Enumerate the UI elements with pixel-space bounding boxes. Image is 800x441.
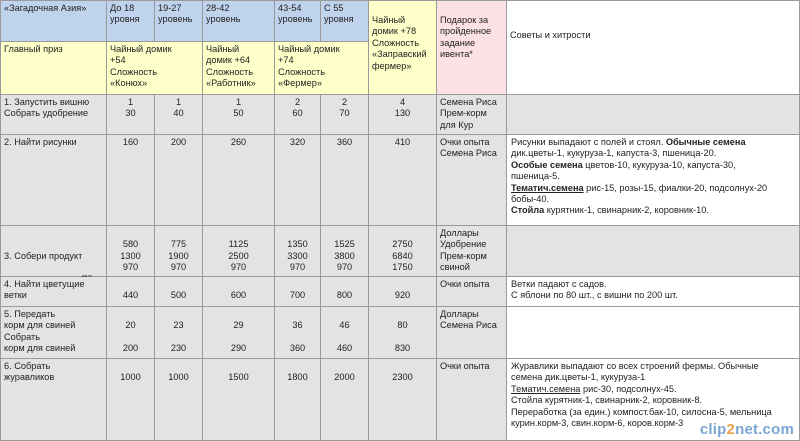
task-6-level-1: 1000 <box>107 359 155 441</box>
tip-text: курятник-1, свинарник-2, коровник-10. <box>544 205 709 216</box>
tip-text: пшеница-5. <box>511 171 560 182</box>
task-3-level-2: 775 1900 970 <box>155 226 203 277</box>
watermark-two: 2 <box>726 421 736 438</box>
tip-text: рис-15, розы-15, фиалки-20, подсолнух-20 <box>583 182 768 193</box>
task-1-level-2: 1 40 <box>155 95 203 135</box>
task-5-level-5: 46 460 <box>321 307 369 359</box>
task-5-tips <box>507 307 800 359</box>
task-1-level-3: 1 50 <box>203 95 275 135</box>
task-1-level-5: 2 70 <box>321 95 369 135</box>
task-2-level-5: 360 <box>321 135 369 226</box>
task-1-level-1: 1 30 <box>107 95 155 135</box>
watermark-pre: clip <box>699 421 727 438</box>
tip-text: Журавлики выпадают со всех строений фермы. Обычные <box>511 361 759 371</box>
main-prize-label: Главный приз <box>0 42 107 95</box>
task-5-level-3: 29 290 <box>203 307 275 359</box>
tip-text: бобы-40. <box>511 194 550 205</box>
tip-text: Переработка (за един.) компост.бак-10, силосна-5, мельница <box>511 406 772 417</box>
task-4-level-2: 500 <box>155 277 203 307</box>
task-3-level-5: 1525 3800 970 <box>321 226 369 277</box>
task-2-level-2: 200 <box>155 135 203 226</box>
tea-house-header: Чайный домик +78 Сложность «Заправский фермер» <box>369 0 437 95</box>
task-5-tea: 80 830 <box>369 307 437 359</box>
tip-text: семена дик.цветы-1, кукуруза-1 <box>511 372 646 383</box>
task-1-gift: Семена Риса Прем-корм для Кур <box>437 95 507 135</box>
task-5-gift: Доллары Семена Риса <box>437 307 507 359</box>
task-4: 4. Найти цветущие ветки <box>0 277 107 307</box>
task-4-level-1: 440 <box>107 277 155 307</box>
task-1-level-4: 2 60 <box>275 95 321 135</box>
level-header-5: С 55 уровня <box>321 0 369 42</box>
task-1-tips <box>507 95 800 135</box>
tip-text: рис-30, подсолнух-45. <box>580 383 677 394</box>
task-5-level-2: 23 230 <box>155 307 203 359</box>
gift-header: Подарок за пройденное задание ивента* <box>437 0 507 95</box>
task-3-level-1: 580 1300 970 <box>107 226 155 277</box>
task-2-gift: Очки опыта Семена Риса <box>437 135 507 226</box>
tip-text: Обычные семена <box>665 137 746 147</box>
tip-text: Рисунки выпадают с полей и стоял. <box>511 137 666 147</box>
tips-header: Советы и хитрости <box>507 0 800 95</box>
task-3-tips <box>507 226 800 277</box>
event-title: «Загадочная Азия» <box>0 0 107 42</box>
task-6-tea: 2300 <box>369 359 437 441</box>
tip-text: Тематич.семена <box>511 182 584 193</box>
task-2-tea: 410 <box>369 135 437 226</box>
tip-text: Стойла курятник-1, свинарник-2, коровник-8. <box>511 395 702 406</box>
task-1-tea: 4 130 <box>369 95 437 135</box>
watermark-logo <box>700 421 794 438</box>
task-3-level-3: 1125 2500 970 <box>203 226 275 277</box>
task-4-level-5: 800 <box>321 277 369 307</box>
level-header-2: 19-27 уровень <box>155 0 203 42</box>
tip-text: Тематич.семена <box>511 383 581 394</box>
task-3-label: 3. Собери продукт <box>4 250 83 261</box>
task-6-level-5: 2000 <box>321 359 369 441</box>
level-header-4: 43-54 уровень <box>275 0 321 42</box>
task-3 <box>0 226 107 277</box>
task-4-tips <box>507 277 800 307</box>
task-6-level-2: 1000 <box>155 359 203 441</box>
task-3-tea: 2750 6840 1750 <box>369 226 437 277</box>
prize-konyukh: Чайный домик +54 Сложность «Конюх» <box>107 42 203 95</box>
task-6-level-4: 1800 <box>275 359 321 441</box>
level-header-1: До 18 уровня <box>107 0 155 42</box>
task-2-tips <box>507 135 800 226</box>
task-4-level-3: 600 <box>203 277 275 307</box>
task-2-level-3: 260 <box>203 135 275 226</box>
task-2: 2. Найти рисунки <box>0 135 107 226</box>
task-3-gift: Доллары Удобрение Прем-корм свиной <box>437 226 507 277</box>
tip-text: Стойла <box>511 205 545 216</box>
task-4-level-4: 700 <box>275 277 321 307</box>
tip-text: цветов-10, кукуруза-10, капуста-30, <box>582 159 736 170</box>
task-5-level-1: 20 200 <box>107 307 155 359</box>
prize-rabotnik: Чайный домик +64 Сложность «Работник» <box>203 42 275 95</box>
task-2-level-4: 320 <box>275 135 321 226</box>
task-6: 6. Собрать журавликов <box>0 359 107 441</box>
task-4-gift: Очки опыта <box>437 277 507 307</box>
level-header-3: 28-42 уровень <box>203 0 275 42</box>
task-3-level-4: 1350 3300 970 <box>275 226 321 277</box>
task-5-level-4: 36 360 <box>275 307 321 359</box>
watermark-post: net.com <box>735 421 794 438</box>
tip-text: дик.цветы-1, кукуруза-1, капуста-3, пшеница-20. <box>511 148 717 159</box>
task-6-gift: Очки опыта <box>437 359 507 441</box>
task-1: 1. Запустить вишню Собрать удобрение <box>0 95 107 135</box>
task-6-level-3: 1500 <box>203 359 275 441</box>
tip-text: С яблони по 80 шт., с вишни по 200 шт. <box>511 290 678 301</box>
tip-text: Особые семена <box>511 159 583 170</box>
task-5: 5. Передать корм для свиней Собрать корм для свиней <box>0 307 107 359</box>
prize-fermer: Чайный домик +74 Сложность «Фермер» <box>275 42 369 95</box>
task-4-tea: 920 <box>369 277 437 307</box>
tip-text: Ветки падают с садов. <box>511 279 607 289</box>
tip-text: курин.корм-3, свин.корм-6, коров.корм-3 <box>511 418 684 429</box>
task-2-level-1: 160 <box>107 135 155 226</box>
